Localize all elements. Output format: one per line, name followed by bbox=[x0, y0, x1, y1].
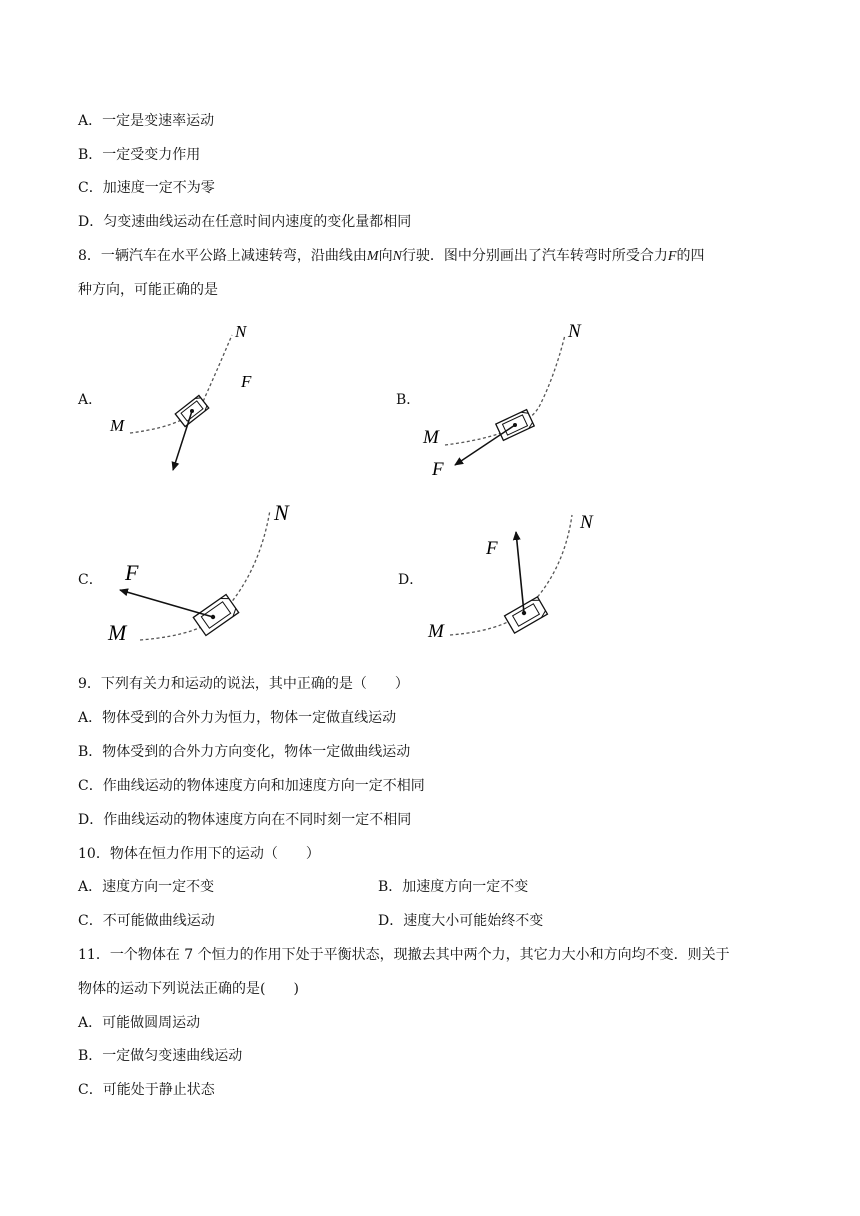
q9-option-b: B．物体受到的合外力方向变化，物体一定做曲线运动 bbox=[78, 744, 411, 760]
q11-option-a: A．可能做圆周运动 bbox=[78, 1015, 201, 1031]
q11-stem-line2: 物体的运动下列说法正确的是( ) bbox=[78, 981, 299, 997]
q7-option-d: D．匀变速曲线运动在任意时间内速度的变化量都相同 bbox=[78, 214, 412, 230]
q10-option-c: C．不可能做曲线运动 bbox=[78, 913, 215, 929]
q8-stem-line1 bbox=[78, 246, 704, 267]
q10-option-d: D．速度大小可能始终不变 bbox=[378, 913, 544, 929]
q8-stem-text-b: 向 bbox=[378, 248, 393, 264]
q10-stem: 10．物体在恒力作用下的运动（ ） bbox=[78, 846, 320, 862]
force-arrow bbox=[120, 590, 213, 617]
q8-stem-line2: 种方向，可能正确的是 bbox=[78, 282, 218, 298]
q8-figure-d-label: D． bbox=[398, 572, 424, 588]
label-m: M bbox=[110, 416, 125, 435]
q11-stem-line1: 11．一个物体在 7 个恒力的作用下处于平衡状态，现撤去其中两个力，其它力大小和方向均不变．则关于 bbox=[78, 947, 730, 963]
q8-stem-text-c: 行驶．图中分别画出了汽车转弯时所受合力 bbox=[401, 248, 668, 264]
q8-figure-b bbox=[415, 315, 615, 485]
label-f: F bbox=[432, 459, 444, 480]
q8-figure-d bbox=[420, 500, 620, 650]
q10-option-b: B．加速度方向一定不变 bbox=[378, 879, 529, 895]
q8-figure-a-label: A． bbox=[78, 392, 103, 408]
q10-option-a: A．速度方向一定不变 bbox=[78, 879, 215, 895]
q9-stem: 9．下列有关力和运动的说法，其中正确的是（ ） bbox=[78, 676, 409, 692]
q11-option-b: B．一定做匀变速曲线运动 bbox=[78, 1048, 243, 1064]
label-n: N bbox=[274, 500, 289, 525]
q8-figure-b-label: B． bbox=[396, 392, 421, 408]
q7-option-a: A．一定是变速率运动 bbox=[78, 113, 215, 129]
label-m: M bbox=[423, 427, 439, 448]
force-arrow bbox=[516, 532, 524, 613]
label-n: N bbox=[568, 321, 581, 342]
label-f: F bbox=[125, 560, 139, 585]
q7-option-c: C．加速度一定不为零 bbox=[78, 180, 215, 196]
q8-stem-m: M bbox=[366, 249, 379, 264]
q9-option-a: A．物体受到的合外力为恒力，物体一定做直线运动 bbox=[78, 710, 397, 726]
car-icon bbox=[505, 597, 548, 633]
q7-option-b: B．一定受变力作用 bbox=[78, 147, 201, 163]
q8-stem-f: F bbox=[667, 249, 677, 264]
car-icon bbox=[193, 595, 238, 636]
q8-figure-c bbox=[100, 495, 320, 650]
q8-stem-text-d: 的四 bbox=[676, 248, 705, 264]
label-m: M bbox=[428, 621, 444, 642]
q11-option-c: C．可能处于静止状态 bbox=[78, 1082, 215, 1098]
label-f: F bbox=[241, 372, 252, 391]
q8-figure-c-label: C． bbox=[78, 572, 103, 588]
label-m: M bbox=[108, 620, 127, 645]
q8-stem-text-a: 8．一辆汽车在水平公路上减速转弯，沿曲线由 bbox=[78, 248, 367, 264]
label-n: N bbox=[580, 512, 593, 533]
q9-option-d: D．作曲线运动的物体速度方向在不同时刻一定不相同 bbox=[78, 812, 412, 828]
q8-stem-n: N bbox=[392, 249, 402, 264]
label-f: F bbox=[486, 538, 498, 559]
force-arrow bbox=[455, 425, 515, 465]
q8-figure-a bbox=[100, 315, 280, 485]
label-n: N bbox=[235, 322, 247, 341]
q9-option-c: C．作曲线运动的物体速度方向和加速度方向一定不相同 bbox=[78, 778, 425, 794]
